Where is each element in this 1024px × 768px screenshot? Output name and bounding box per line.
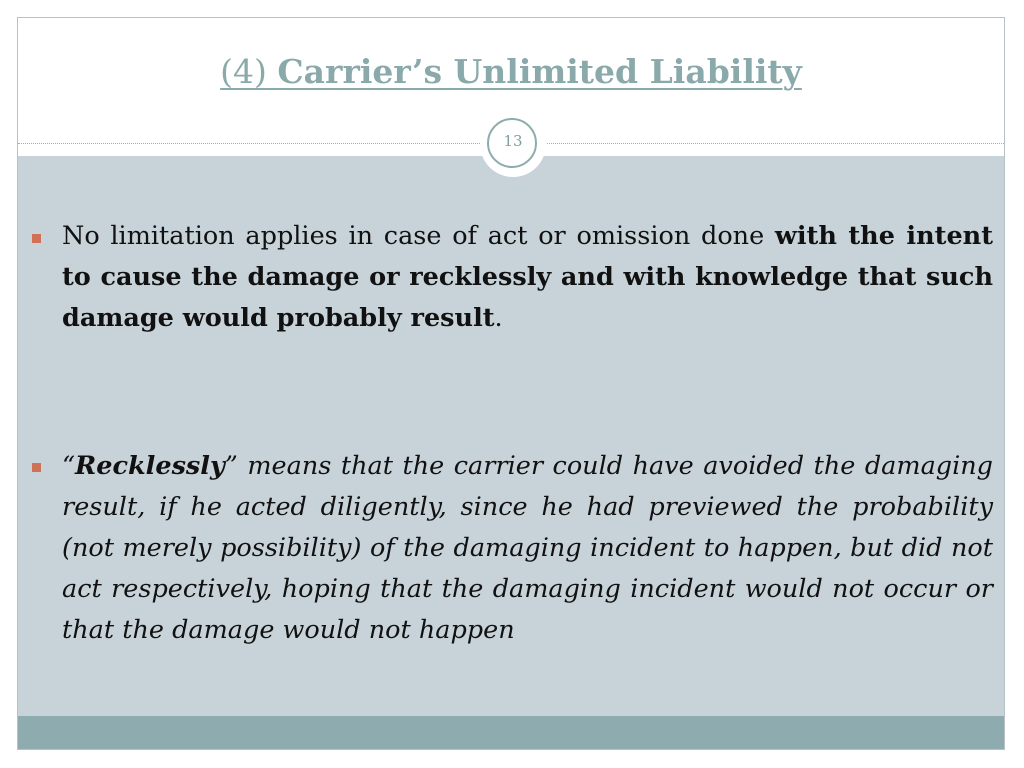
bullet-2-rest: means that the carrier could have avoided the damaging result, if he acted diligently, since he had previewed the probability (not merely possibility) of the damaging incident to happen, but did not act respectively, hoping that the damaging incident would not occur or that the damage would not happen (62, 451, 993, 645)
bullet-marker-icon (32, 234, 41, 243)
bullet-text-2 (62, 446, 993, 651)
bullet-1-normal: No limitation applies in case of act or omission done (62, 221, 775, 251)
bullet-2-close-quote: ” (224, 451, 238, 481)
slide-title-text: Carrier’s Unlimited Liability (277, 52, 802, 91)
slide-title-number: (4) (220, 52, 267, 91)
bullet-2-open-quote: “ (62, 451, 76, 481)
bullet-marker-icon (32, 463, 41, 472)
bullet-1-tail: . (494, 303, 503, 333)
footer-band (18, 716, 1004, 750)
bullet-2-bold: Recklessly (75, 451, 225, 481)
page-number: 13 (503, 132, 523, 150)
slide-title (18, 52, 1004, 91)
bullet-1-bold: with the intent to cause the damage or recklessly and with knowledge that such damage would probably result (62, 221, 993, 333)
page-number-badge (480, 111, 546, 177)
bullet-text-1 (62, 216, 993, 339)
slide-frame (17, 17, 1005, 750)
